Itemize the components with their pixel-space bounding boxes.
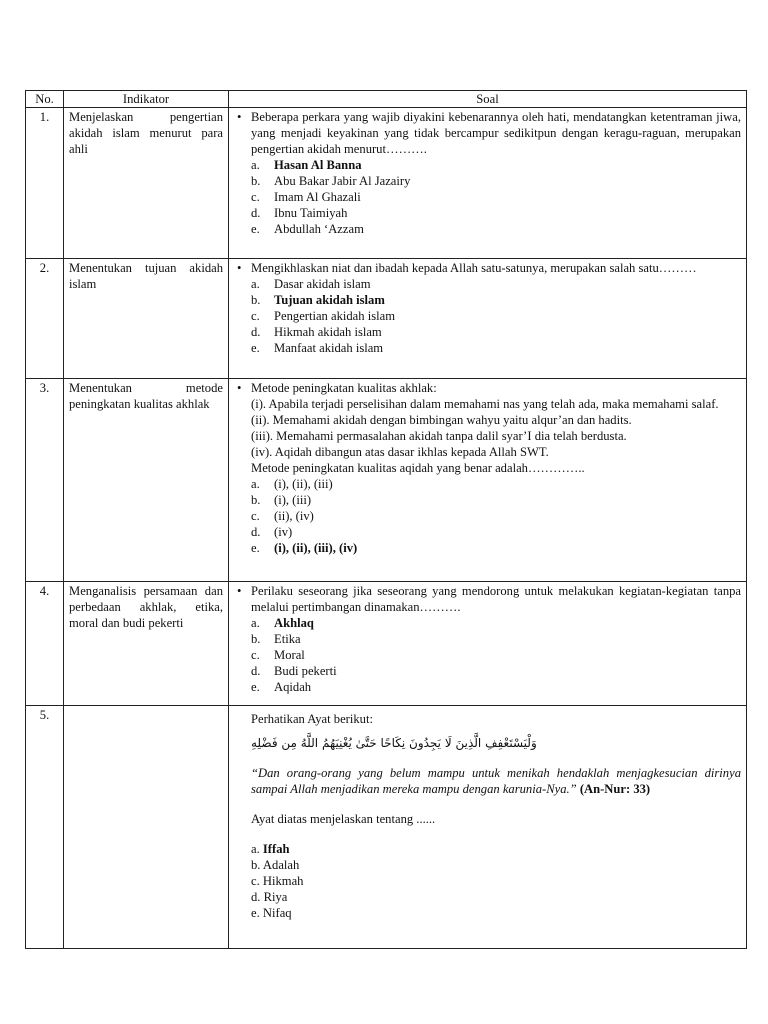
question-stem: Mengikhlaskan niat dan ibadah kepada Allah satu-satunya, merupakan salah satu……… xyxy=(251,261,697,275)
option-list xyxy=(251,476,741,556)
bullet-icon: • xyxy=(237,261,242,275)
statement-iv: (iv). Aqidah dibangun atas dasar ikhlas kepada Allah SWT. xyxy=(251,445,549,459)
row-number: 3. xyxy=(26,379,64,582)
option-c: c. Pengertian akidah islam xyxy=(251,309,396,323)
indicator-text: Menganalisis persamaan dan perbedaan akhlak, etika, moral dan budi pekerti xyxy=(64,582,229,706)
question-intro: Perhatikan Ayat berikut: xyxy=(251,712,373,726)
indicator-text: Menentukan metode peningkatan kualitas akhlak xyxy=(64,379,229,582)
question-cell xyxy=(229,108,747,259)
option-a: a. Hasan Al Banna xyxy=(251,158,362,172)
option-b: b. Etika xyxy=(251,632,301,646)
question-cell xyxy=(229,582,747,706)
header-no: No. xyxy=(26,91,64,108)
verse-source: (An-Nur: 33) xyxy=(579,782,651,796)
indicator-text: Menentukan tujuan akidah islam xyxy=(64,259,229,379)
row-number: 1. xyxy=(26,108,64,259)
option-d: d. Ibnu Taimiyah xyxy=(251,206,348,220)
question-stem: Metode peningkatan kualitas akhlak: xyxy=(251,381,437,395)
arabic-verse: وَلْيَسْتَعْفِفِ الَّذِينَ لَا يَجِدُونَ نِكَاحًا حَتَّىٰ يُغْنِيَهُمُ اللَّهُ مِن فَضْلِهِ xyxy=(251,736,537,750)
option-b: b. Abu Bakar Jabir Al Jazairy xyxy=(251,174,411,188)
indicator-text xyxy=(64,706,229,949)
bullet-icon: • xyxy=(237,381,242,395)
option-c: c. Hikmah xyxy=(251,874,304,888)
question-cell xyxy=(229,259,747,379)
statement-i: (i). Apabila terjadi perselisihan dalam memahami nas yang telah ada, maka memahami salaf. xyxy=(251,397,719,411)
table-header-row xyxy=(26,91,747,108)
option-list xyxy=(251,615,741,695)
indicator-text: Menjelaskan pengertian akidah islam menurut para ahli xyxy=(64,108,229,259)
option-a: a. Akhlaq xyxy=(251,616,314,630)
table-row xyxy=(26,108,747,259)
option-list xyxy=(251,157,741,237)
statement-iii: (iii). Memahami permasalahan akidah tanpa dalil syar’I dia telah berdusta. xyxy=(251,429,627,443)
question-text: Ayat diatas menjelaskan tentang ...... xyxy=(251,812,436,826)
option-d: d. (iv) xyxy=(251,525,293,539)
option-c: c. Moral xyxy=(251,648,305,662)
option-a: a. (i), (ii), (iii) xyxy=(251,477,333,491)
option-a: a. Dasar akidah islam xyxy=(251,277,371,291)
question-cell xyxy=(229,379,747,582)
question-text: Metode peningkatan kualitas aqidah yang benar adalah………….. xyxy=(251,461,585,475)
row-number: 5. xyxy=(26,706,64,949)
table-row xyxy=(26,706,747,949)
header-indikator: Indikator xyxy=(64,91,229,108)
option-d: d. Riya xyxy=(251,890,288,904)
question-table xyxy=(25,90,747,949)
row-number: 4. xyxy=(26,582,64,706)
header-soal: Soal xyxy=(229,91,747,108)
option-d: d. Budi pekerti xyxy=(251,664,337,678)
option-e: e. Manfaat akidah islam xyxy=(251,341,384,355)
option-c: c. (ii), (iv) xyxy=(251,509,314,523)
option-list xyxy=(251,276,741,356)
question-cell xyxy=(229,706,747,949)
option-e: e. (i), (ii), (iii), (iv) xyxy=(251,541,358,555)
option-c: c. Imam Al Ghazali xyxy=(251,190,361,204)
bullet-icon: • xyxy=(237,110,242,124)
option-b: b. Adalah xyxy=(251,858,300,872)
option-e: e. Abdullah ‘Azzam xyxy=(251,222,364,236)
option-b: b. (i), (iii) xyxy=(251,493,312,507)
table-row xyxy=(26,379,747,582)
option-d: d. Hikmah akidah islam xyxy=(251,325,382,339)
table-row xyxy=(26,259,747,379)
option-e: e. Aqidah xyxy=(251,680,312,694)
question-stem: Beberapa perkara yang wajib diyakini kebenarannya oleh hati, mendatangkan ketentraman jiwa, yang menjadi keyakinan yang tidak bercampur sedikitpun dengan keragu-raguan, merupakan pengertian akidah menurut………. xyxy=(251,110,741,156)
option-b: b. Tujuan akidah islam xyxy=(251,293,385,307)
bullet-icon: • xyxy=(237,584,242,598)
table-row xyxy=(26,582,747,706)
statement-ii: (ii). Memahami akidah dengan bimbingan wahyu yaitu alqur’an dan hadits. xyxy=(251,413,632,427)
option-e: e. Nifaq xyxy=(251,906,292,920)
verse-translation: “Dan orang-orang yang belum mampu untuk menikah hendaklah menjagkesucian dirinya sampai Allah menjadikan mereka mampu dengan karunia-Nya.” (An-Nur: 33) xyxy=(251,766,741,796)
row-number: 2. xyxy=(26,259,64,379)
question-stem: Perilaku seseorang jika seseorang yang mendorong untuk melakukan kegiatan-kegiatan tanpa melalui pertimbangan dinamakan………. xyxy=(251,584,741,614)
option-a: a. Iffah xyxy=(251,842,290,856)
